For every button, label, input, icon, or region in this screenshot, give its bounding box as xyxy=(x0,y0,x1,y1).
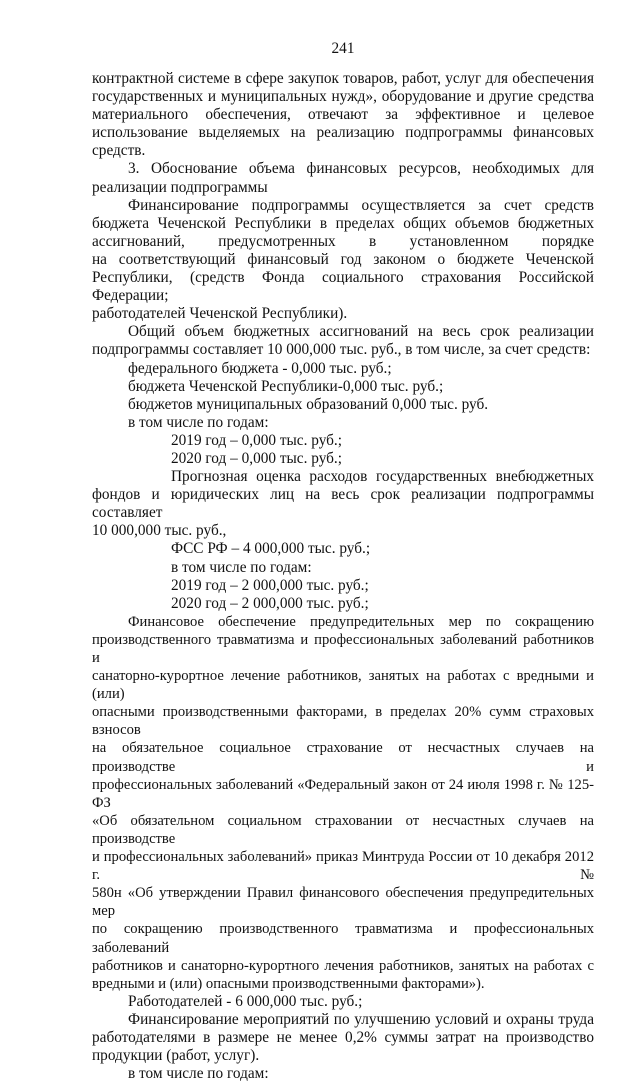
text-line: фондов и юридических лиц на весь срок реализации подпрограммы составляет xyxy=(92,486,594,522)
fss-line: ФСС РФ – 4 000,000 тыс. руб.; xyxy=(171,540,371,558)
years-heading: в том числе по годам: xyxy=(128,1065,269,1083)
text-line: «Об обязательном социальном страховании от несчастных случаев на производстве xyxy=(92,812,594,847)
text-line: 10 000,000 тыс. руб., xyxy=(92,522,227,540)
budget-line: в том числе по годам: xyxy=(128,413,269,431)
text-line: по сокращению производственного травматизма и профессиональных заболеваний xyxy=(92,921,594,956)
text-line: вредными и (или) опасными производственными факторами»). xyxy=(92,975,485,992)
paragraph-financing-source xyxy=(92,197,594,324)
text-line: профессиональных заболеваний «Федеральный закон от 24 июля 1998 г. № 125-ФЗ xyxy=(92,776,594,811)
text-line: санаторно-курортное лечение работников, занятых на работах с вредными и (или) xyxy=(92,668,594,703)
text-line: 580н «Об утверждении Правил финансового обеспечения предупредительных мер xyxy=(92,885,594,920)
text-line: контрактной системе в сфере закупок товаров, работ, услуг для обеспечения xyxy=(92,70,594,87)
budget-line: федерального бюджета - 0,000 тыс. руб.; xyxy=(128,359,392,377)
fss-line: в том числе по годам: xyxy=(171,558,312,576)
text-line: производственного травматизма и профессиональных заболеваний работников и xyxy=(92,631,594,666)
text-line: материального обеспечения, отвечают за эффективное и целевое xyxy=(92,106,594,124)
paragraph-total-volume xyxy=(92,323,594,359)
document-page xyxy=(92,0,594,1083)
section-heading xyxy=(92,160,594,196)
text-line: Прогнозная оценка расходов государственных внебюджетных xyxy=(171,468,594,486)
text-line: Финансирование мероприятий по улучшению условий и охраны труда xyxy=(128,1010,594,1028)
budget-line: бюджетов муниципальных образований 0,000 тыс. руб. xyxy=(128,395,489,413)
employers-line: Работодателей - 6 000,000 тыс. руб.; xyxy=(128,992,363,1010)
text-line: 3. Обоснование объема финансовых ресурсов, необходимых для xyxy=(128,160,594,178)
text-line: работников и санаторно-курортного лечения работников, занятых на работах с xyxy=(92,957,594,974)
paragraph-procurement xyxy=(92,70,594,160)
fss-line: 2020 год – 2 000,000 тыс. руб.; xyxy=(171,594,369,612)
text-line: работодателей Чеченской Республики). xyxy=(92,305,348,323)
text-line: ассигнований, предусмотренных в установленном порядке xyxy=(92,232,594,250)
text-line: на соответствующий финансовый год законом о бюджете Чеченской xyxy=(92,250,594,268)
budget-line: бюджета Чеченской Республики-0,000 тыс. руб.; xyxy=(128,377,444,395)
text-line: бюджета Чеченской Республики в пределах общих объемов бюджетных xyxy=(92,214,594,232)
text-line: Республики, (средств Фонда социального страхования Российской Федерации; xyxy=(92,269,594,305)
year-line: 2020 год – 0,000 тыс. руб.; xyxy=(171,449,342,467)
text-line: продукции (работ, услуг). xyxy=(92,1047,260,1065)
text-line: Финансирование подпрограммы осуществляется за счет средств xyxy=(128,196,594,214)
text-line: государственных и муниципальных нужд», оборудование и другие средства xyxy=(92,88,594,106)
text-line: реализации подпрограммы xyxy=(92,178,268,196)
budget-years xyxy=(92,432,594,468)
text-line: средств. xyxy=(92,142,146,160)
paragraph-preventive-measures xyxy=(92,613,594,993)
paragraph-labor-safety xyxy=(92,1011,594,1065)
text-line: и профессиональных заболеваний» приказ Минтруда России от 10 декабря 2012 г. № xyxy=(92,849,594,884)
year-line: 2019 год – 0,000 тыс. руб.; xyxy=(171,431,342,449)
text-line: работодателями в размере не менее 0,2% суммы затрат на производство xyxy=(92,1028,594,1046)
text-line: использование выделяемых на реализацию подпрограммы финансовых xyxy=(92,124,594,142)
text-line: Общий объем бюджетных ассигнований на весь срок реализации xyxy=(128,323,594,341)
text-line: опасными производственными факторами, в пределах 20% сумм страховых взносов xyxy=(92,704,594,739)
fss-breakdown xyxy=(92,540,594,612)
fss-line: 2019 год – 2 000,000 тыс. руб.; xyxy=(171,576,369,594)
budget-breakdown xyxy=(92,360,594,432)
text-line: подпрограммы составляет 10 000,000 тыс. руб., в том числе, за счет средств: xyxy=(92,341,591,359)
text-line: Финансовое обеспечение предупредительных мер по сокращению xyxy=(128,613,594,630)
text-line: на обязательное социальное страхование от несчастных случаев на производстве и xyxy=(92,740,594,775)
page-number: 241 xyxy=(331,40,355,57)
paragraph-forecast xyxy=(92,468,594,540)
